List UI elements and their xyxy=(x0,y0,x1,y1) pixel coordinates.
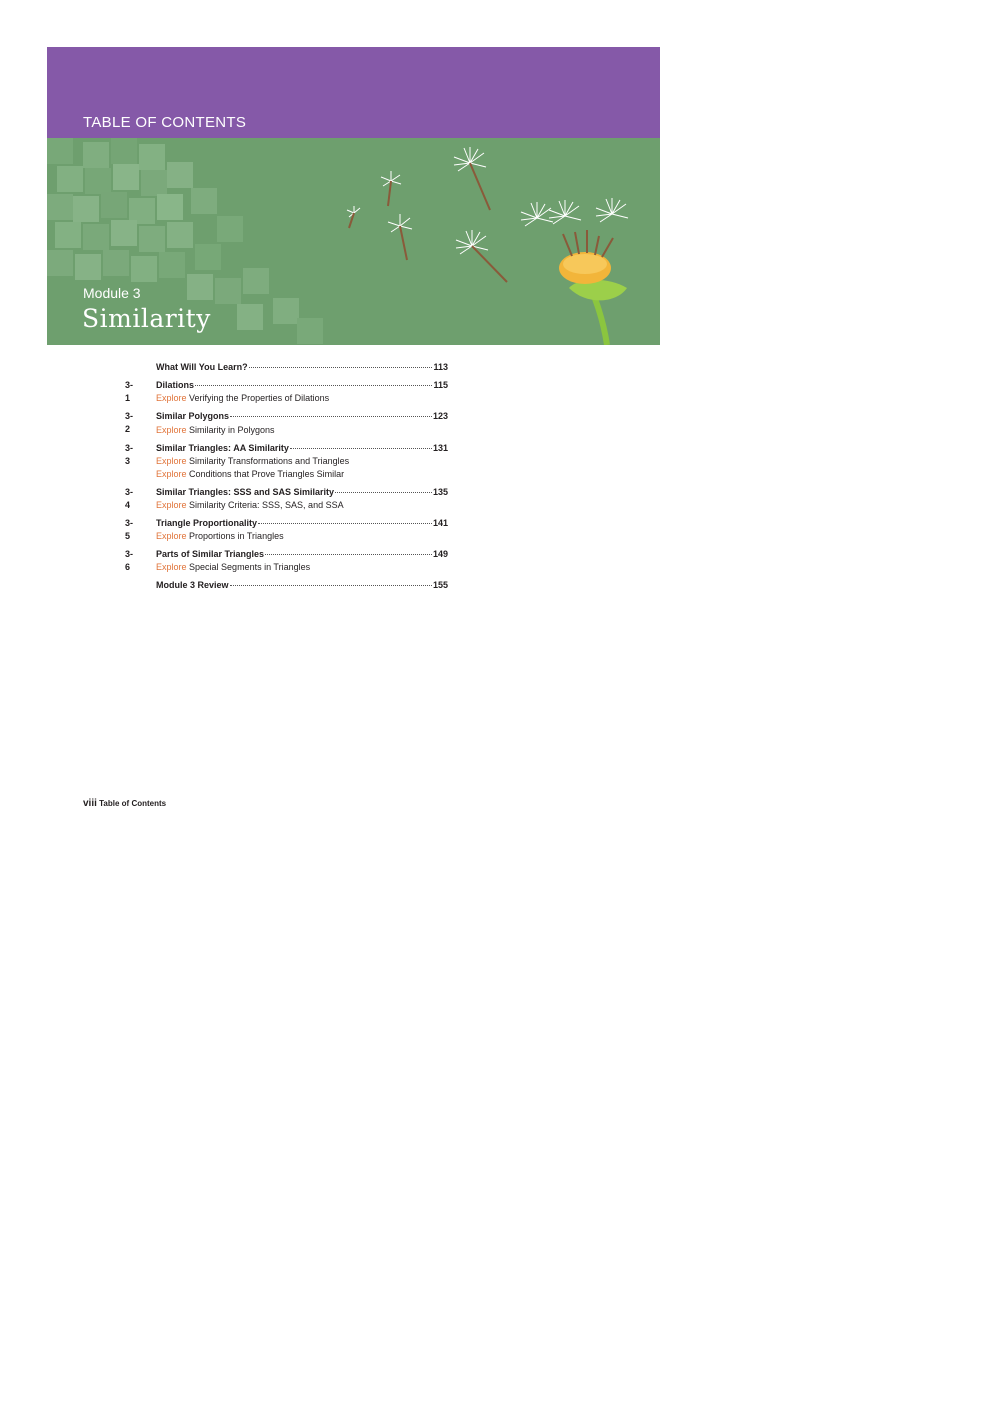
toc-entry-page: 113 xyxy=(433,362,448,372)
page-number: viii xyxy=(83,798,97,809)
explore-item[interactable] xyxy=(156,561,310,574)
toc-entry-link[interactable] xyxy=(156,361,448,374)
leader-dots xyxy=(258,523,432,524)
explore-keyword: Explore xyxy=(156,456,187,466)
footer-label: Table of Contents xyxy=(99,799,167,808)
toc-entry-page: 141 xyxy=(432,518,448,528)
explore-item[interactable] xyxy=(156,392,329,405)
leader-dots xyxy=(195,385,432,386)
explore-title: Conditions that Prove Triangles Similar xyxy=(189,469,345,479)
lesson-number: 3-3 xyxy=(125,443,134,466)
lesson-number: 3-5 xyxy=(125,518,134,541)
leader-dots xyxy=(230,416,432,417)
toc-entry-link[interactable] xyxy=(156,486,448,499)
toc-entry-page: 131 xyxy=(432,443,448,453)
page-footer xyxy=(83,798,166,809)
explore-item[interactable] xyxy=(156,424,275,437)
leader-dots xyxy=(249,367,433,368)
explore-keyword: Explore xyxy=(156,425,187,435)
toc-entry-title: What Will You Learn? xyxy=(156,362,248,372)
toc-entry-page: 135 xyxy=(432,487,448,497)
explore-keyword: Explore xyxy=(156,469,187,479)
toc-entry-title: Module 3 Review xyxy=(156,580,229,590)
toc-entry-title: Similar Triangles: SSS and SAS Similarity xyxy=(156,487,335,497)
explore-item[interactable] xyxy=(156,530,284,543)
explore-item[interactable] xyxy=(156,455,349,468)
toc-entry-link[interactable] xyxy=(156,579,448,592)
toc-entry-page: 149 xyxy=(432,549,448,559)
explore-title: Similarity Transformations and Triangles xyxy=(189,456,350,466)
explore-keyword: Explore xyxy=(156,393,187,403)
lesson-number: 3-2 xyxy=(125,411,134,434)
toc-entry-link[interactable] xyxy=(156,379,448,392)
explore-item[interactable] xyxy=(156,499,344,512)
explore-keyword: Explore xyxy=(156,531,187,541)
header-banner xyxy=(47,47,660,138)
explore-title: Similarity in Polygons xyxy=(189,425,275,435)
module-title: Similarity xyxy=(82,304,211,333)
explore-keyword: Explore xyxy=(156,562,187,572)
leader-dots xyxy=(265,554,432,555)
explore-title: Special Segments in Triangles xyxy=(189,562,311,572)
explore-title: Verifying the Properties of Dilations xyxy=(189,393,330,403)
toc-entry-link[interactable] xyxy=(156,410,448,423)
toc-entry-link[interactable] xyxy=(156,442,448,455)
explore-title: Proportions in Triangles xyxy=(189,531,284,541)
toc-entry-link[interactable] xyxy=(156,548,448,561)
module-label: Module 3 xyxy=(83,285,141,301)
toc-entry-title: Similar Polygons xyxy=(156,411,230,421)
section-header: TABLE OF CONTENTS xyxy=(83,114,247,131)
explore-title: Similarity Criteria: SSS, SAS, and SSA xyxy=(189,500,344,510)
toc-entry-page: 115 xyxy=(433,380,448,390)
lesson-number: 3-4 xyxy=(125,487,134,510)
toc-entry-title: Dilations xyxy=(156,380,195,390)
leader-dots xyxy=(335,492,432,493)
leader-dots xyxy=(290,448,432,449)
toc-entry-title: Similar Triangles: AA Similarity xyxy=(156,443,289,453)
explore-item[interactable] xyxy=(156,468,344,481)
module-banner xyxy=(47,138,660,345)
lesson-number: 3-1 xyxy=(125,380,134,403)
lesson-number: 3-6 xyxy=(125,549,134,572)
toc-entry-page: 155 xyxy=(432,580,448,590)
toc-entry-page: 123 xyxy=(432,411,448,421)
toc-entry-link[interactable] xyxy=(156,517,448,530)
toc-entry-title: Triangle Proportionality xyxy=(156,518,258,528)
explore-keyword: Explore xyxy=(156,500,187,510)
toc-entry-title: Parts of Similar Triangles xyxy=(156,549,265,559)
leader-dots xyxy=(230,585,432,586)
